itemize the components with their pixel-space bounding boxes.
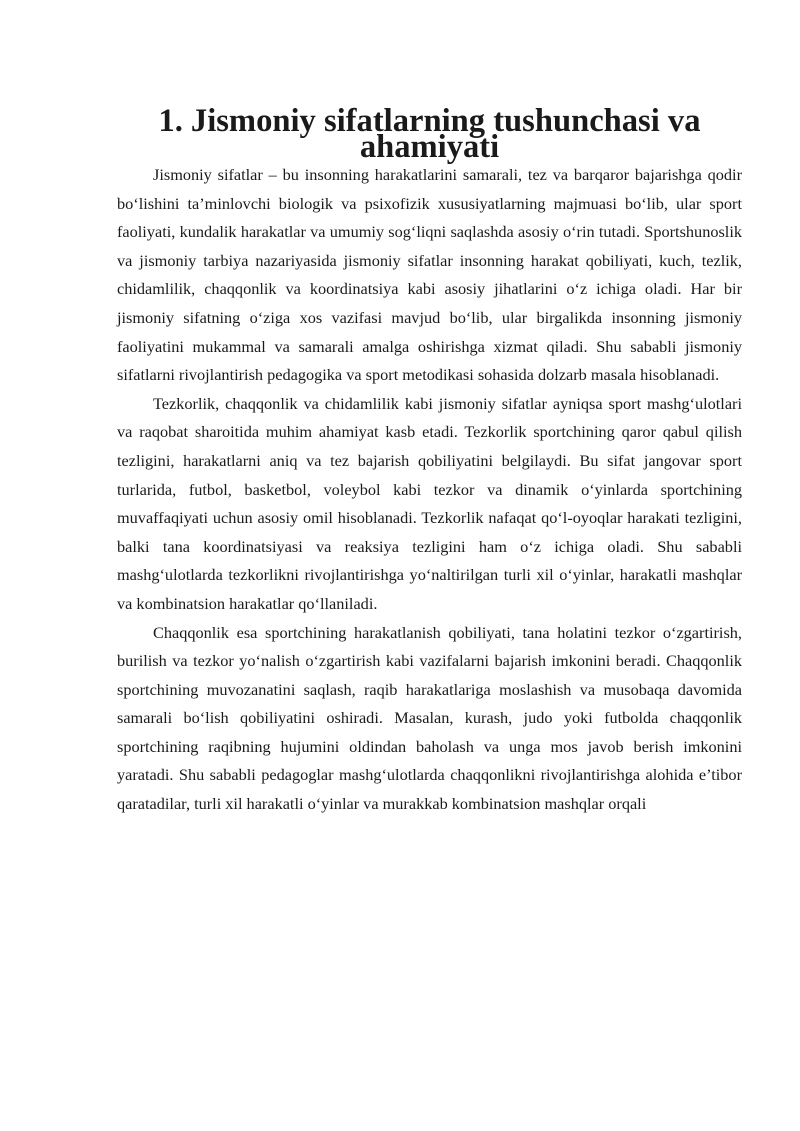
section-heading bbox=[117, 103, 742, 165]
document-page bbox=[117, 103, 742, 819]
paragraph-2: Tezkorlik, chaqqonlik va chidamlilik kabi jismoniy sifatlar ayniqsa sport mashg‘ulotlari va raqobat sharoitida muhim ahamiyat kasb etadi. Tezkorlik sportchining qaror qabul qilish tezligini, harakatlarni aniq va tez bajarish qobiliyatini belgilaydi. Bu sifat jangovar sport turlarida, futbol, basketbol, voleybol kabi tezkor va dinamik o‘yinlarda sportchining muvaffaqiyati uchun asosiy omil hisoblanadi. Tezkorlik nafaqat qo‘l-oyoqlar harakati tezligini, balki tana koordinatsiyasi va reaksiya tezligini ham o‘z ichiga oladi. Shu sababli mashg‘ulotlarda tezkorlikni rivojlantirishga yo‘naltirilgan turli xil o‘yinlar, harakatli mashqlar va kombinatsion harakatlar qo‘llaniladi. bbox=[117, 393, 742, 613]
paragraph-3: Chaqqonlik esa sportchining harakatlanish qobiliyati, tana holatini tezkor o‘zgartirish, burilish va tezkor yo‘nalish o‘zgartirish kabi vazifalarni bajarish imkonini beradi. Chaqqonlik sportchining muvozanatini saqlash, raqib harakatlariga moslashish va musobaqa davomida samarali bo‘lish qobiliyatini oshiradi. Masalan, kurash, judo yoki futbolda chaqqonlik sportchining raqibning hujumini oldindan baholash va unga mos javob berish imkonini yaratadi. Shu sababli pedagoglar mashg‘ulotlarda chaqqonlikni rivojlantirishga alohida e’tibor qaratadilar, turli xil harakatli o‘yinlar va murakkab kombinatsion mashqlar orqali bbox=[117, 622, 742, 814]
paragraph-1: Jismoniy sifatlar – bu insonning harakatlarini samarali, tez va barqaror bajarishga qodir bo‘lishini ta’minlovchi biologik va psixofizik xususiyatlarning majmuasi bo‘lib, ular sport faoliyati, kundalik harakatlar va umumiy sog‘liqni saqlashda asosiy o‘rin tutadi. Sportshunoslik va jismoniy tarbiya nazariyasida jismoniy sifatlar insonning harakat qobiliyati, kuch, tezlik, chidamlilik, chaqqonlik va koordinatsiya kabi asosiy jihatlarini o‘z ichiga oladi. Har bir jismoniy sifatning o‘ziga xos vazifasi mavjud bo‘lib, ular birgalikda insonning jismoniy faoliyatini mukammal va samarali amalga oshirishga xizmat qiladi. Shu sababli jismoniy sifatlarni rivojlantirish pedagogika va sport metodikasi sohasida dolzarb masala hisoblanadi. bbox=[117, 165, 742, 385]
section-number: 1. bbox=[158, 103, 183, 139]
section-title: Jismoniy sifatlarning tushunchasi va ahamiyati bbox=[190, 103, 701, 165]
